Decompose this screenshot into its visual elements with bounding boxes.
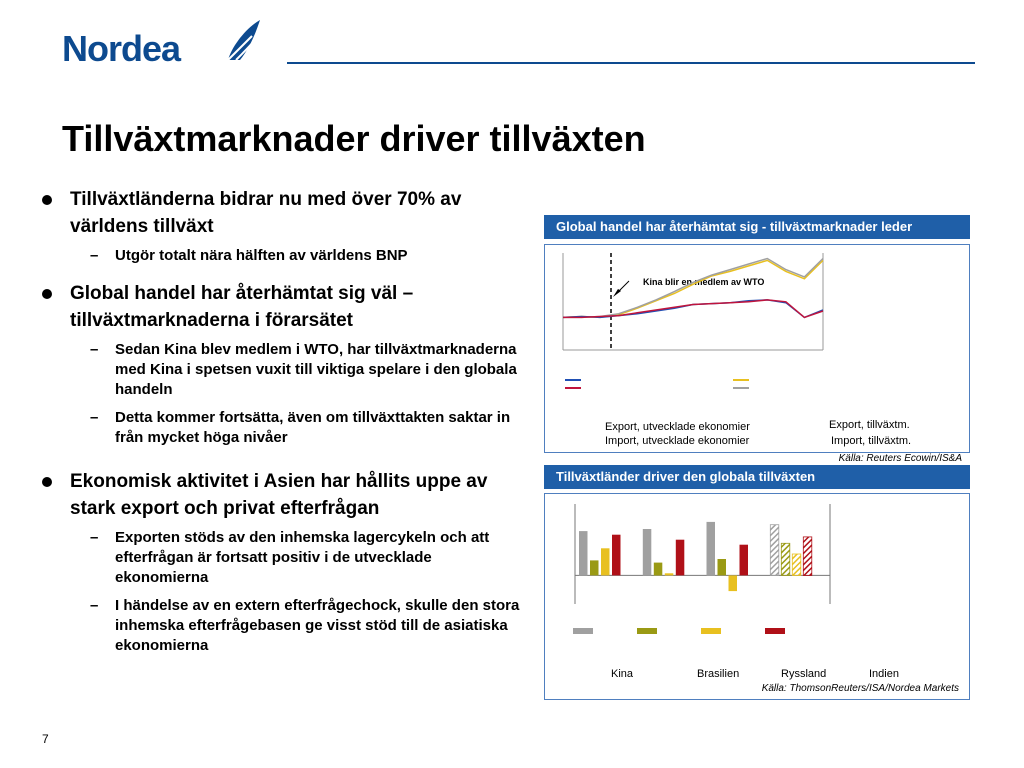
sub-bullet-2-2: – Detta kommer fortsätta, även om tillväxttakten saktar in från mycket höga nivåer	[90, 409, 511, 446]
bar-indien-3	[803, 537, 812, 576]
country-label-kina: Kina	[611, 668, 634, 680]
bar-ryssland-0	[707, 522, 716, 576]
sub-bullet-1-1: – Utgör totalt nära hälften av världens BNP	[90, 247, 408, 264]
trade-chart-box	[544, 244, 970, 453]
bar-kina-1	[590, 560, 599, 575]
bullet-list	[40, 186, 520, 664]
bar-kina-3	[612, 535, 621, 576]
legend-import-emerging: Import, tillväxtm.	[831, 435, 912, 447]
trade-chart-header: Global handel har återhämtat sig - tillväxtmarknader leder	[544, 215, 970, 239]
bar-legend-swatch-0	[573, 628, 593, 634]
logo-text: Nordea	[62, 28, 181, 69]
growth-chart-box	[544, 493, 970, 700]
bar-indien-2	[792, 554, 801, 575]
bar-ryssland-1	[718, 559, 727, 575]
bullet-3: Ekonomisk aktivitet i Asien har hållits uppe av stark export och privat efterfrågan	[40, 468, 520, 522]
country-label-indien: Indien	[869, 668, 899, 680]
series-line-3	[563, 259, 823, 318]
legend-import-developed: Import, utvecklade ekonomier	[605, 435, 750, 447]
bar-legend-swatch-2	[701, 628, 721, 634]
growth-chart-source: Källa: ThomsonReuters/ISA/Nordea Markets	[761, 683, 959, 694]
bar-kina-2	[601, 548, 610, 575]
bar-legend-swatch-1	[637, 628, 657, 634]
country-label-ryssland: Ryssland	[781, 668, 827, 680]
header-rule	[287, 62, 975, 64]
growth-bar-chart	[545, 494, 969, 699]
trade-chart-panel	[544, 215, 970, 464]
legend-export-emerging: Export, tillväxtm.	[829, 419, 910, 431]
bar-ryssland-2	[729, 575, 738, 591]
page-number: 7	[42, 732, 49, 746]
bar-indien-1	[781, 543, 790, 575]
sub-bullet-3-2: – I händelse av en extern efterfrågechock, skulle den stora inhemska efterfrågebasen ge visst stöd till de asiatiska ekonomierna	[90, 597, 520, 654]
bullet-2: Global handel har återhämtat sig väl – tillväxtmarknaderna i förarsätet	[40, 280, 520, 334]
bullet-1: Tillväxtländerna bidrar nu med över 70% av världens tillväxt	[40, 186, 520, 240]
sub-bullet-3-1: – Exporten stöds av den inhemska lagercykeln och att efterfrågan är fortsatt positiv i de utvecklade ekonomierna	[90, 529, 490, 586]
sail-icon	[222, 18, 262, 62]
growth-chart-panel	[544, 465, 970, 700]
bar-legend-swatch-3	[765, 628, 785, 634]
bar-kina-0	[579, 531, 588, 575]
trade-chart-source: Källa: Reuters Ecowin/IS&A	[838, 453, 962, 464]
series-line-0	[563, 300, 823, 318]
sub-bullet-2-1: – Sedan Kina blev medlem i WTO, har tillväxtmarknaderna med Kina i spetsen vuxit till viktiga spelare i den globala handeln	[90, 341, 517, 398]
slide-title: Tillväxtmarknader driver tillväxten	[62, 118, 646, 159]
bar-ryssland-3	[740, 545, 749, 576]
bar-brasilien-3	[676, 540, 685, 576]
wto-annotation: Kina blir en medlem av WTO	[643, 277, 765, 287]
bar-brasilien-1	[654, 563, 663, 576]
bar-brasilien-0	[643, 529, 652, 575]
bar-brasilien-2	[665, 573, 674, 575]
growth-chart-header: Tillväxtländer driver den globala tillväxten	[544, 465, 970, 489]
country-label-brasilien: Brasilien	[697, 668, 740, 680]
bar-indien-0	[770, 525, 779, 576]
legend-export-developed: Export, utvecklade ekonomier	[605, 421, 750, 433]
